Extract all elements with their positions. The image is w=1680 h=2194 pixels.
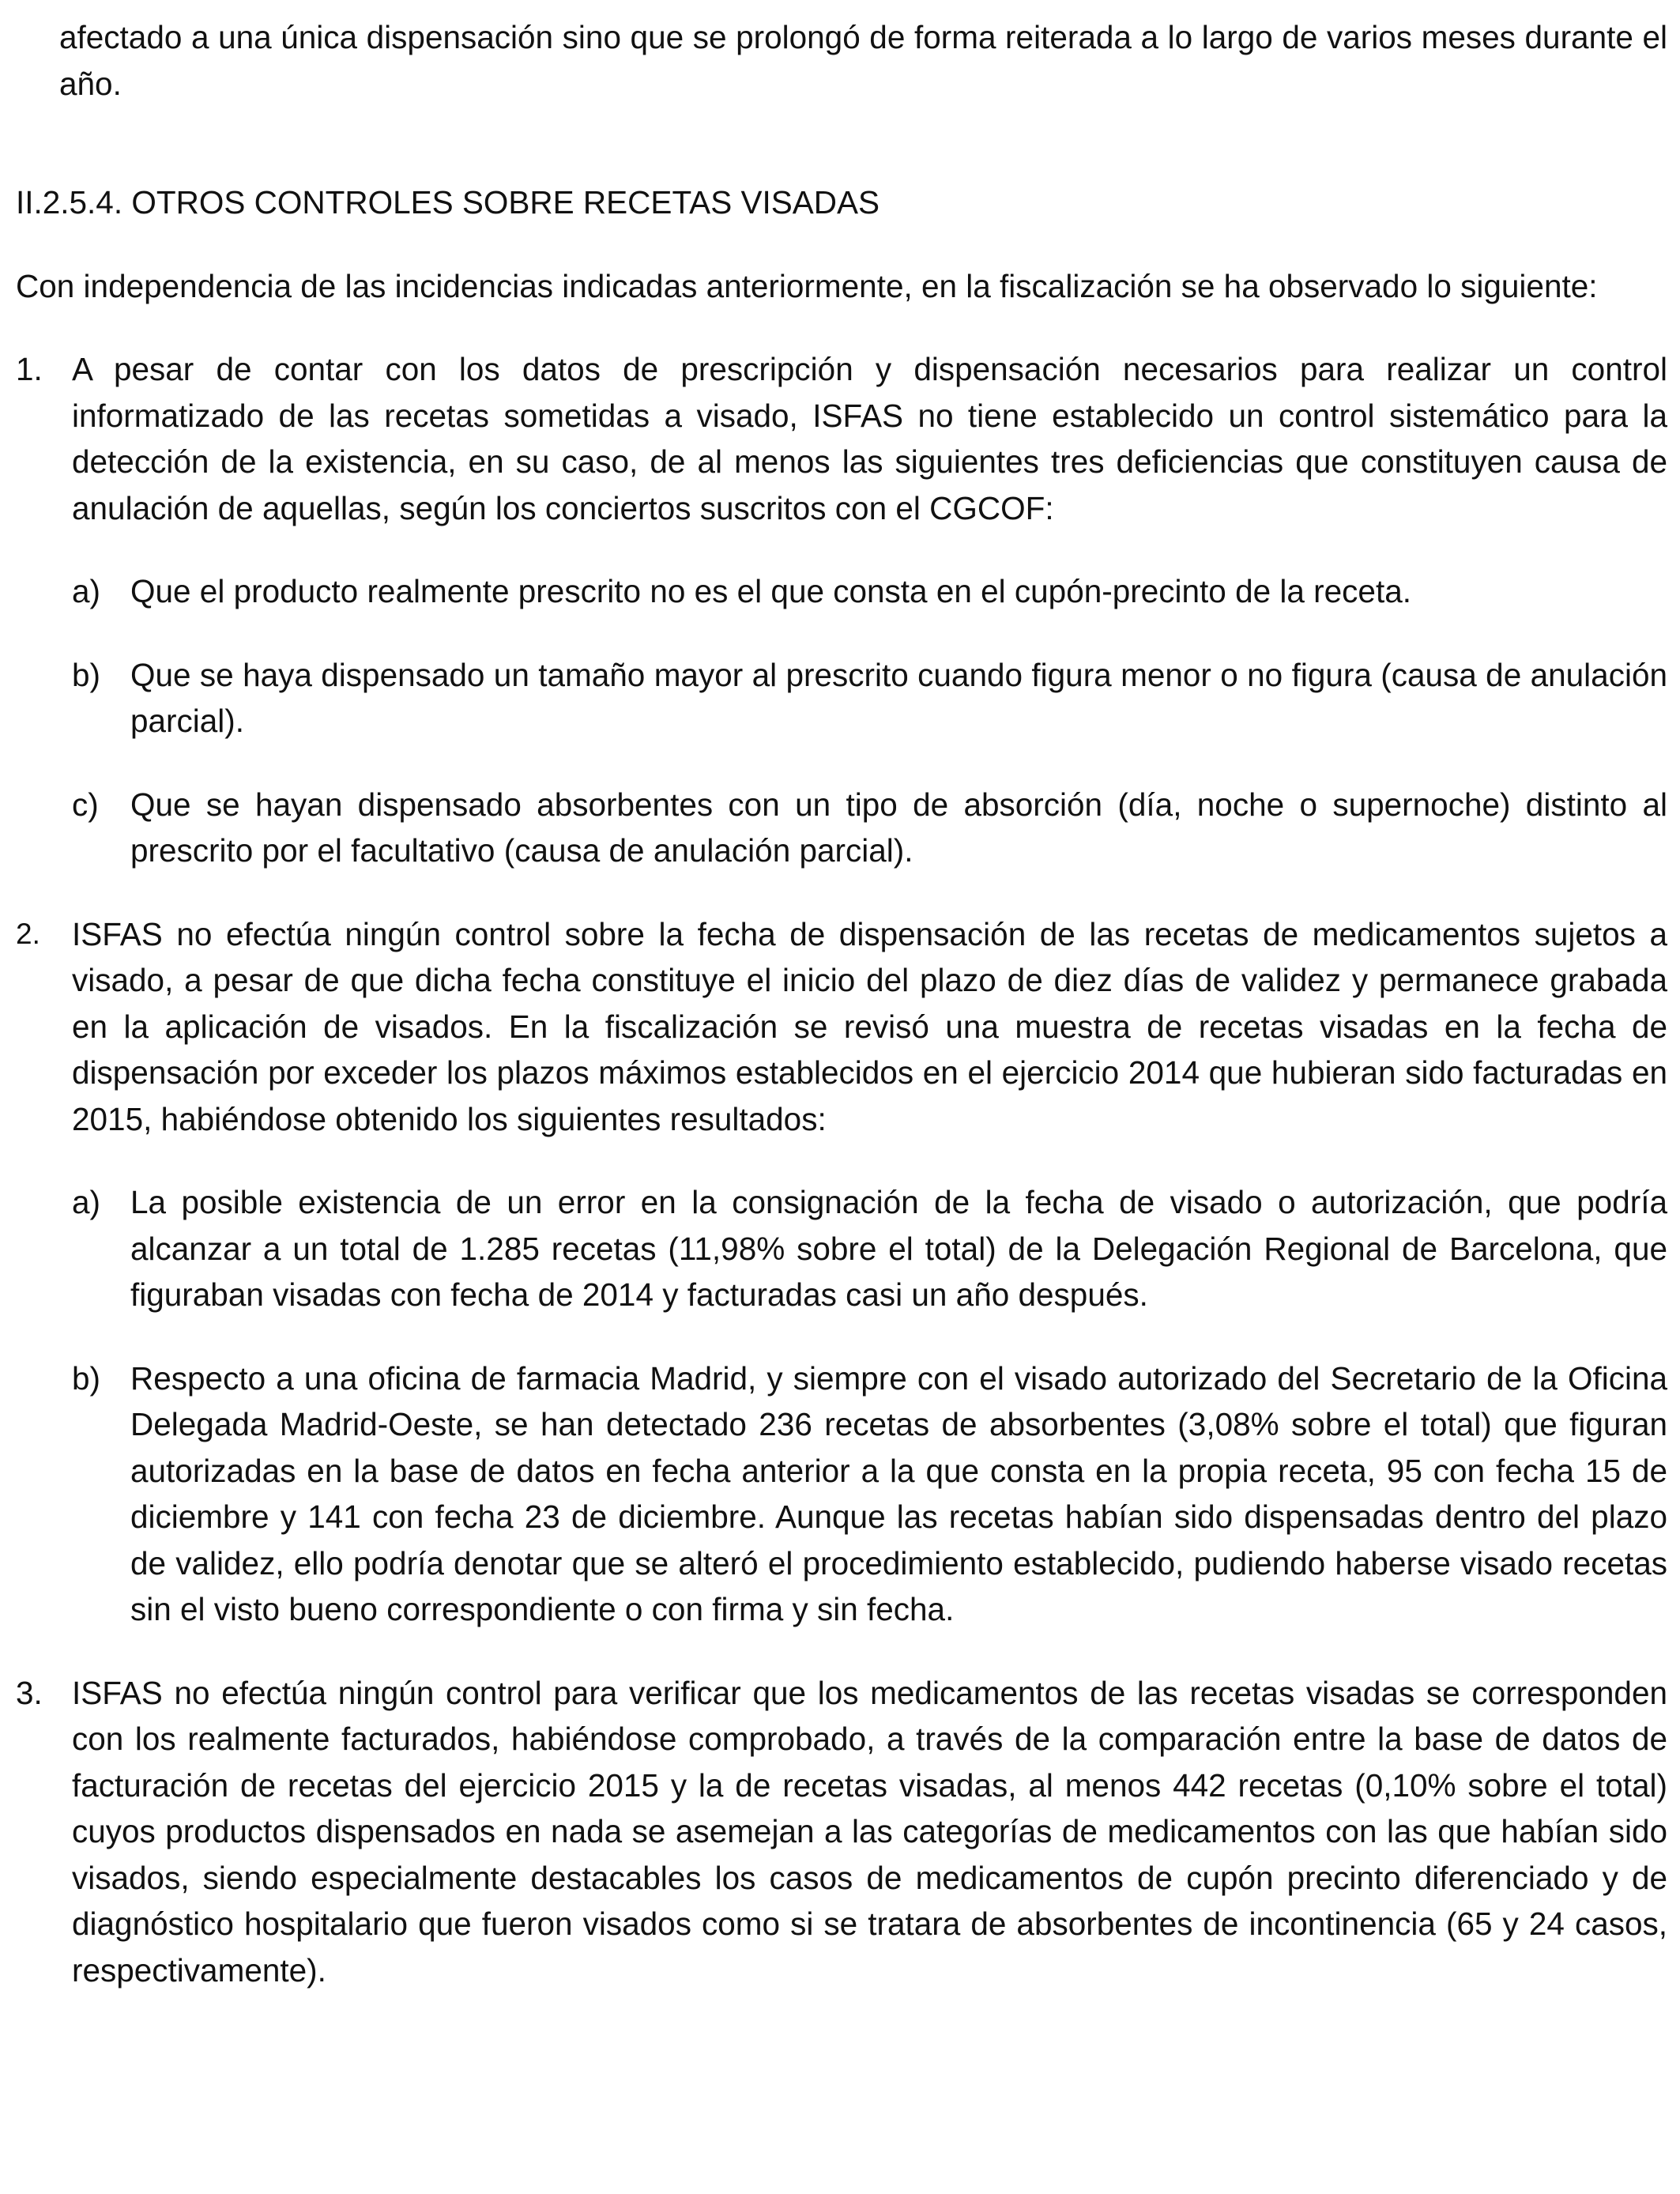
sub-item-letter: a) (72, 1184, 101, 1220)
sub-item-text: Que el producto realmente prescrito no es el que consta en el cupón-precinto de la receta. (130, 573, 1411, 609)
sub-item-text: Que se hayan dispensado absorbentes con un tipo de absorción (día, noche o supernoche) distinto al prescrito por el facultativo (causa de anulación parcial). (130, 786, 1667, 869)
sub-item-text: Que se haya dispensado un tamaño mayor al prescrito cuando figura menor o no figura (causa de anulación parcial). (130, 656, 1667, 739)
sub-item-letter: b) (72, 656, 101, 693)
continuation-paragraph: afectado a una única dispensación sino que se prolongó de forma reiterada a lo largo de varios meses durante el año. (59, 19, 1667, 102)
item-text: ISFAS no efectúa ningún control sobre la fecha de dispensación de las recetas de medicamentos sujetos a visado, a pesar de que dicha fecha constituye el inicio del plazo de diez días de validez y permanece grabada en la aplicación de visados. En la fiscalización se revisó una muestra de recetas visadas en la fecha de dispensación por exceder los plazos máximos establecidos en el ejercicio 2014 que hubieran sido facturadas en 2015, habiéndose obtenido los siguientes resultados: (72, 915, 1667, 1137)
sub-item-letter: c) (72, 786, 99, 823)
sub-item-2b (16, 1355, 1667, 1633)
sub-item-1c (16, 782, 1667, 874)
item-number: 2. (16, 917, 40, 950)
item-number: 1. (16, 351, 43, 387)
sub-item-letter: a) (72, 573, 101, 609)
sub-item-text: Respecto a una oficina de farmacia Madrid, y siempre con el visado autorizado del Secretario de la Oficina Delegada Madrid-Oeste, se han detectado 236 recetas de absorbentes (3,08% sobre el total) que figuran autorizadas en la base de datos en fecha anterior a la que consta en la propia receta, 95 con fecha 15 de diciembre y 141 con fecha 23 de diciembre. Aunque las recetas habían sido dispensadas dentro del plazo de validez, ello podría denotar que se alteró el procedimiento establecido, pudiendo haberse visado recetas sin el visto bueno correspondiente o con firma y sin fecha. (130, 1359, 1667, 1627)
list-item-2 (16, 911, 1667, 1143)
item-number: 3. (16, 1674, 43, 1711)
sub-item-1b (16, 652, 1667, 745)
intro-paragraph: Con independencia de las incidencias indicadas anteriormente, en la fiscalización se ha observado lo siguiente: (16, 267, 1598, 304)
list-item-3 (16, 1670, 1667, 1994)
sub-item-2a (16, 1179, 1667, 1318)
document-page (16, 14, 1667, 2030)
item-text: A pesar de contar con los datos de prescripción y dispensación necesarios para realizar un control informatizado de las recetas sometidas a visado, ISFAS no tiene establecido un control sistemático para la detección de la existencia, en su caso, de al menos las siguientes tres deficiencias que constituyen causa de anulación de aquellas, según los conciertos suscritos con el CGCOF: (72, 351, 1667, 526)
list-item-1 (16, 346, 1667, 531)
sub-item-text: La posible existencia de un error en la consignación de la fecha de visado o autorización, que podría alcanzar a un total de 1.285 recetas (11,98% sobre el total) de la Delegación Regional de Barcelona, que figuraban visadas con fecha de 2014 y facturadas casi un año después. (130, 1184, 1667, 1313)
section-heading: II.2.5.4. OTROS CONTROLES SOBRE RECETAS VISADAS (16, 184, 880, 221)
item-text: ISFAS no efectúa ningún control para verificar que los medicamentos de las recetas visadas se corresponden con los realmente facturados, habiéndose comprobado, a través de la comparación entre la base de datos de facturación de recetas del ejercicio 2015 y la de recetas visadas, al menos 442 recetas (0,10% sobre el total) cuyos productos dispensados en nada se asemejan a las categorías de medicamentos con las que habían sido visados, siendo especialmente destacables los casos de medicamentos de cupón precinto diferenciado y de diagnóstico hospitalario que fueron visados como si se tratara de absorbentes de incontinencia (65 y 24 casos, respectivamente). (72, 1674, 1667, 1989)
sub-item-1a (16, 568, 1667, 615)
sub-item-letter: b) (72, 1359, 101, 1397)
